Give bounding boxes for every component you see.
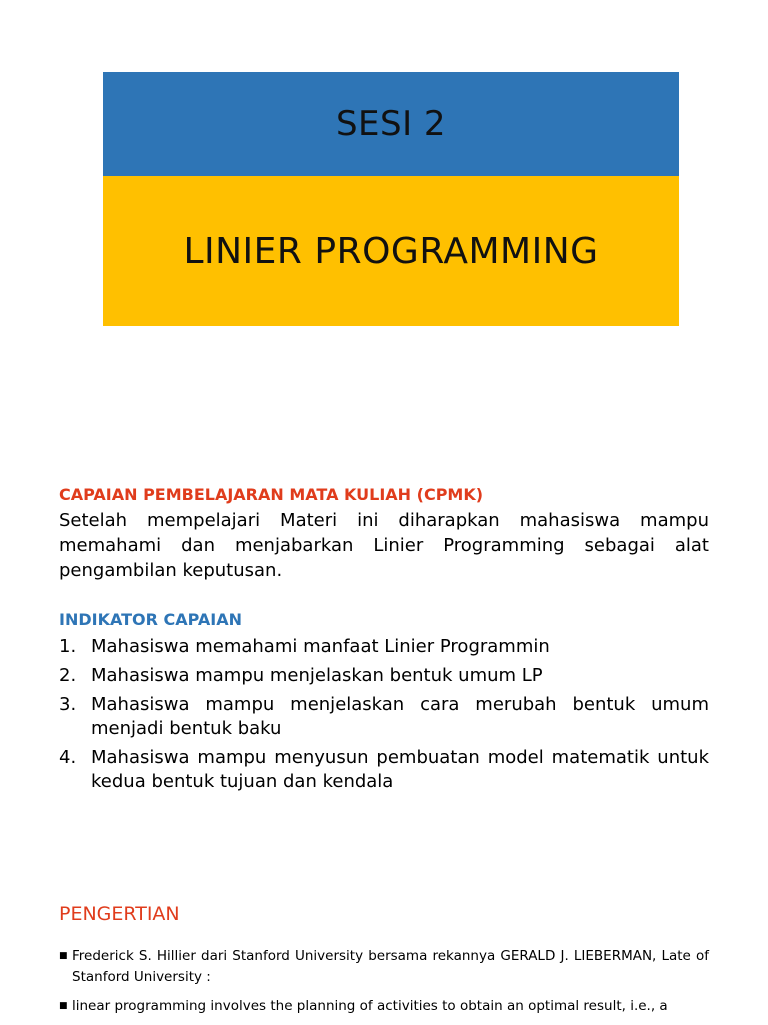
list-item bbox=[59, 664, 709, 688]
bullet-text: linear programming involves the planning of activities to obtain an optimal result, i.e., a bbox=[72, 998, 668, 1014]
bullet-text: Frederick S. Hillier dari Stanford University bersama rekannya GERALD J. LIEBERMAN, Late of Stanford University : bbox=[72, 948, 709, 985]
session-band bbox=[103, 72, 679, 176]
list-item bbox=[59, 746, 709, 794]
bullet-item bbox=[59, 946, 709, 988]
list-number: 3. bbox=[59, 694, 77, 715]
session-title: SESI 2 bbox=[335, 104, 447, 144]
pengertian-bullets bbox=[59, 946, 709, 1025]
cpmk-text: Setelah mempelajari Materi ini diharapkan mahasiswa mampu memahami dan menjabarkan Linier Programming sebagai alat pengambilan keputusan. bbox=[59, 510, 709, 581]
list-number: 2. bbox=[59, 665, 77, 686]
bullet-item bbox=[59, 996, 709, 1017]
square-bullet-icon: ■ bbox=[59, 1001, 68, 1011]
list-text: Mahasiswa mampu menjelaskan cara merubah bentuk umum menjadi bentuk baku bbox=[91, 694, 709, 739]
square-bullet-icon: ■ bbox=[59, 951, 68, 961]
list-item bbox=[59, 693, 709, 741]
list-text: Mahasiswa mampu menjelaskan bentuk umum LP bbox=[91, 665, 543, 686]
list-number: 1. bbox=[59, 636, 77, 657]
list-item bbox=[59, 635, 709, 659]
indikator-heading: INDIKATOR CAPAIAN bbox=[59, 610, 243, 629]
cpmk-heading: CAPAIAN PEMBELAJARAN MATA KULIAH (CPMK) bbox=[59, 485, 484, 504]
learning-outcomes-section bbox=[59, 484, 709, 799]
pengertian-heading: PENGERTIAN bbox=[59, 903, 180, 925]
indikator-list bbox=[59, 635, 709, 794]
topic-band bbox=[103, 176, 679, 326]
list-text: Mahasiswa mampu menyusun pembuatan model matematik untuk kedua bentuk tujuan dan kendala bbox=[91, 747, 709, 792]
title-banner bbox=[103, 72, 679, 326]
list-text: Mahasiswa memahami manfaat Linier Programmin bbox=[91, 636, 550, 657]
list-number: 4. bbox=[59, 747, 77, 768]
topic-title: LINIER PROGRAMMING bbox=[183, 230, 599, 272]
